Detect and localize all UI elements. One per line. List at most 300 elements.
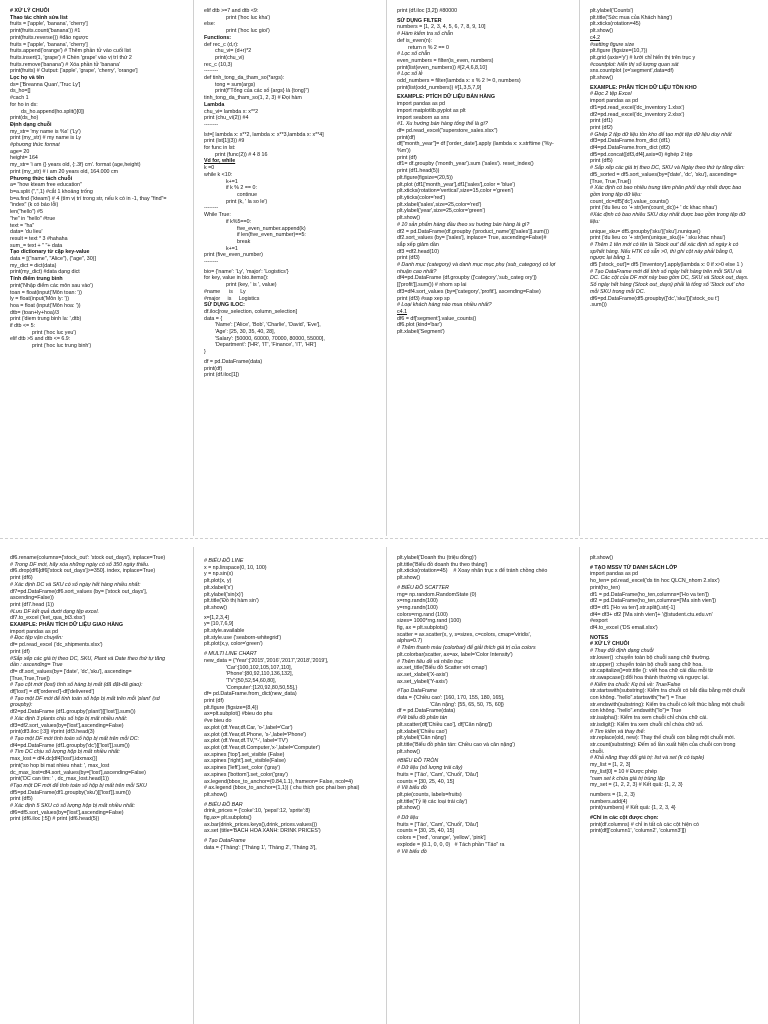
section-heading: # TẠO MSSV TỪ DANH SÁCH LỚP <box>590 564 678 571</box>
code-line: ds_ho.append(ho.split()[0]) <box>21 108 85 115</box>
comment-line: # Tạo một DF mới để tính toán số hộp bị mất trên mỗi 'plant' (sd groupby): <box>10 695 162 709</box>
code-line: ax.spines ['bottom'].set_color('gray') <box>204 771 288 778</box>
code-line: y = np.sin(x) <box>204 571 233 578</box>
code-line: data = { <box>204 315 223 322</box>
code-line: plt.title('Đồ thị hàm sin') <box>204 598 259 605</box>
code-line: df2.sort_values (by= ['sales'], inplace= True, ascending=False)# sắp xếp giảm dần <box>397 235 548 248</box>
code-line: print (df) <box>397 154 417 161</box>
code-line: tinh_tong_da_tham_so(1, 2, 3) # Đọi hàm <box>204 95 302 102</box>
comment-line: # 10 sản phẩm hàng đầu theo xu hướng bán hàng là gì? <box>397 221 530 228</box>
code-line: df6.drop(df6[df6['stock out_days']>=350]. index, inplace=True) <box>10 568 156 575</box>
code-line: data = {'Chiều cao': [160, 170, 155, 180, 165], <box>397 695 505 702</box>
code-line: import pandas as pd <box>397 101 445 108</box>
code-line: print('Nhập điểm các môn sau vào') <box>10 282 93 289</box>
comment-line: # Danh mục (category) và danh mục mục phụ (sub_category) có lợi nhuận cao nhất? <box>397 262 557 275</box>
code-line: ax.set_xlabel('X-axis') <box>397 671 449 678</box>
code-line: print('DC can tim: ' , dc_max_lost.head(1)) <box>10 776 109 783</box>
code-line: -------- <box>204 205 219 212</box>
code-line: result = text * 3 #hahaha <box>10 235 68 242</box>
code-line: print ('hoc luc trung binh') <box>32 343 92 350</box>
code-line: print (df7.head (1)) <box>10 601 54 608</box>
code-line: k+=1 <box>226 245 238 252</box>
code-line: df= pd.read_excel("superstore_sales.xlsx") <box>397 127 498 134</box>
section-heading: Tạo dictionary từ cặp key-value <box>10 249 90 256</box>
code-line: plt.xticks(rotation='vertical',size=15,color ='green') <box>397 188 514 195</box>
code-line: df4.to_excel ('DS email.xlsx') <box>590 625 658 632</box>
comment-line: # Thêm 1 tên mới có tên là 'Stock out' để xác định số ngày k có sp/hết hàng. Nếu HTK có sẵn >0, thì ghi cột này phải bằng 0, ngược lại bằng 1. <box>590 241 740 262</box>
code-line: df2=pd.read_excel('dc_inventory 2.xlsx') <box>590 111 685 118</box>
code-line: plt.yticks(color='red') <box>397 194 446 201</box>
code-line: lst=[ lambda x: x**2, lambda x: x**3,lambda x: x**4] <box>204 131 324 138</box>
comment-line: # Xác định 3 plants chịu số hộp bị mất nhiều nhất: <box>10 715 128 722</box>
code-line: plt.xlabel('Segment') <box>397 329 445 336</box>
code-line: plt.show() <box>397 215 420 222</box>
code-line: # ax.legend (bbox_to_anchor=(1,1)) ( chu thich goc phai ben phai) <box>204 785 360 792</box>
code-line: print(numbers) # Kết quả: {1, 2, 3, 4} <box>590 805 676 812</box>
code-line: print (func(2)) # 4 8 16 <box>215 151 268 158</box>
comment-line: # Dữ liệu (số lượng trái cây) <box>397 765 463 772</box>
code-line: str.isalpha(): Kiểm tra xem chuỗi chỉ chứa chữ cái. <box>590 715 708 722</box>
code-line: df5 ['stock_out']= df5 ['inventory'].apply(lambda x: 0 if x>0 else 1 ) <box>590 262 743 269</box>
comment-line: # Đọc tệp vận chuyển: <box>10 635 63 642</box>
section-heading: Lambda <box>204 101 225 108</box>
comment-line: # Tạo cột mới (lost) tính số hàng bị mất (đã đặt-đã giao): <box>10 682 143 689</box>
comment-line: # Thêm tiêu đề và nhãn trục <box>397 658 463 665</box>
code-line: import pandas as pd <box>590 98 638 105</box>
code-line: -------- <box>204 68 219 75</box>
code-line: "he" in "hello" #true <box>10 215 56 222</box>
code-line: fruits = ['apple', 'banana', 'cherry'] <box>10 21 88 28</box>
code-line: for func in lst: <box>204 145 236 152</box>
code-line: x=[1,2,3,4] <box>204 614 229 621</box>
code-line: print (df3) #sap xep sp <box>397 295 450 302</box>
comment-line: # MULTI LINE CHART <box>204 651 257 658</box>
code-line: df4=pd.DataFrame (df.groupby (['category','sub_categ ory'])[['profit']].sum()) # nhom sp lai <box>397 275 537 289</box>
code-line: str.lower() :chuyển toàn bộ chuỗi sang chữ thường. <box>590 654 711 661</box>
code-line: scatter = ax.scatter(x, y, s=sizes, c=colors, cmap='viridis', alpha=0.7) <box>397 631 533 645</box>
code-line: numbers = {1, 2, 3} <box>590 791 635 798</box>
comment-line: # BIỂU ĐỒ BAR <box>204 801 243 808</box>
column-top-2 <box>193 0 369 536</box>
column-top-4 <box>579 0 755 536</box>
code-line: plt.show() <box>397 805 420 812</box>
code-line: colors=rng.rand (100) <box>397 611 448 618</box>
code-line: #major is Logistics <box>204 295 260 302</box>
code-line: hoa = float (input('Môn hoa: ')) <box>10 302 81 309</box>
code-line: ax.set_ylabel('Y-axis') <box>397 678 448 685</box>
code-line: print (df3) <box>397 255 420 262</box>
code-line: count_dc=df5['dc'].value_counts() <box>590 198 669 205</box>
code-line: len("hello") #5 <box>10 209 43 216</box>
code-line: print ('hoc luc yeu') <box>32 329 77 336</box>
section-heading: #Chỉ in các cột được chọn: <box>590 815 659 822</box>
comment-line: # Loại khách hàng nào mua nhiều nhất? <box>397 302 492 309</box>
code-line: 'Cân nặng': [55, 65, 50, 75, 60]} <box>430 701 504 708</box>
code-line: toan = float(input('Môn toan: ')) <box>10 289 82 296</box>
code-line: df5=pd.DataFrame(df1.groupby('sku')[['lost']].sum()) <box>10 789 131 796</box>
code-line: ax.plot (df.Year,df.TV,'*-', label='TV') <box>204 738 288 745</box>
comment-line: #1. Xu hướng bán hàng tổng thể là gì? <box>397 121 488 128</box>
code-line: plt.plot(x,y, color='green') <box>204 641 263 648</box>
code-line: print(chu_vi) <box>215 54 245 61</box>
code-line: numbers.add(4) <box>590 798 628 805</box>
code-line: ly = float(input('Môn ly: ')) <box>10 296 69 303</box>
comment-line: "nam set k chứa giá trị trùng lặp <box>590 775 665 782</box>
section-heading: # XỬ LÝ CHUỖI <box>590 641 630 648</box>
code-line: data= 'du lieu' <box>10 229 43 236</box>
code-line: chu_vi= (d+r)*2 <box>215 48 252 55</box>
code-line: print ('du lieu co '+ str(len(count_dc))+ ' dc khac nhau') <box>590 205 718 212</box>
code-line: explode = (0.1, 0, 0, 0) # Tách phần "Táo" ra <box>397 841 505 848</box>
code-line: df = pd.DataFrame(data) <box>204 358 263 365</box>
code-line: df= df.sort_values(by= ['date', 'dc','sku'], ascending=[True,True,True]) <box>10 668 132 682</box>
code-line: #name is Ly <box>204 288 246 295</box>
code-line: return n % 2 == 0 <box>408 44 449 51</box>
code-line: print (my_str) # my name is Ly <box>10 135 82 142</box>
code-line: print ('du lieu co '+ str(len(unique_sku))+ ' sku khac nhau') <box>590 235 726 242</box>
code-line: print(df) <box>204 365 223 372</box>
comment-line: # Tìm kiếm và thay thế: <box>590 728 646 735</box>
code-line: plt.xlabel('Chiều cao') <box>397 728 448 735</box>
code-line: print (df1) <box>590 118 613 125</box>
section-heading: EXAMPLE: PHÂN TÍCH DỮ LIỆU TỒN KHO <box>590 84 697 91</box>
code-line: sum_= text + " "+ data <box>10 242 63 249</box>
code-line: import pandas as pd <box>10 628 58 635</box>
code-line: print (my_str) # i am 20 years old, 164.000 cm <box>10 168 119 175</box>
code-line: plt.scatter(df['Chiều cao'], df['Cân nặng']) <box>397 721 493 728</box>
comment-line: #Xác định có bao nhiêu SKU duy nhất được bao gồm trong tệp dữ liệu: <box>590 212 747 225</box>
code-line: my_list[0] = 10 # Được phép <box>590 768 657 775</box>
comment-line: #Sắp xếp các giá trị theo DC, SKU, Plant và Date theo thứ tự tăng dần : ascending= True <box>10 655 167 669</box>
code-line: print (df) <box>10 648 30 655</box>
code-line: print (df.iloc[1]) <box>204 372 240 379</box>
code-line: data = [("name", "Alice"), ("age", 30)] <box>10 256 96 263</box>
code-line: df4=pd.DataFrame.from_dict (df2) <box>590 145 670 152</box>
code-line: sizes= 1000*rng.rand (100) <box>397 618 462 625</box>
code-line: df5_sorted = df5.sort_values(by=['date', 'dc', 'sku'], ascending=[True, True,True]) <box>590 171 737 185</box>
code-line: y= [10,7,6,9] <box>204 621 234 628</box>
comment-line: # Ghép 2 tệp dữ liệu tồn kho để tạo một tệp dữ liệu duy nhất <box>590 131 732 138</box>
code-line: print (chu_vi(2)) #4 <box>204 115 249 122</box>
code-line: even_numbers = filter(is_even, numbers) <box>397 57 494 64</box>
code-line: a= "how kteam free education" <box>10 182 82 189</box>
code-line: plt.xticks(rotation=45) <box>590 21 641 28</box>
code-line: plt.ylabel('sin(x)') <box>204 591 244 598</box>
comment-line: # Thay đổi định dạng chuỗi <box>590 648 654 655</box>
section-heading: Tính điểm trung bình <box>10 276 63 283</box>
code-line: my_str= 'my name is %s' ('Ly') <box>10 128 81 135</box>
code-line: print ('hoc luc gioi') <box>226 28 270 35</box>
section-heading: Lọc họ và tên <box>10 75 45 82</box>
comment-line: # Trong DF mới, hãy xóa những ngày có số 350 ngày thiếu. <box>10 561 150 568</box>
code-line: plt.figure(figsize=(20,5)) <box>397 174 453 181</box>
row-divider <box>0 538 768 539</box>
bottom-row <box>0 547 768 1024</box>
code-line: ax.set (title='BACH HOA XANH: DRINK PRICES') <box>204 828 321 835</box>
comment-line: # Tìm DC chịu số lượng hộp bị mất nhiều nhất: <box>10 749 120 756</box>
code-line: y=rng.randn(100) <box>397 604 438 611</box>
code-line: df1= df.groupby ('month_year').sum ('sales'). reset_index() <box>397 161 534 168</box>
code-line: if k%5==0: <box>226 218 252 225</box>
code-line: str.isdigit(): Kiểm tra xem chuỗi chỉ chứa chữ số. <box>590 721 704 728</box>
code-line: print('so hop bi mat nhieu nhat: ', max_lost dc_max_lost=df4.sort_values(by=['lost'],ascending=False) <box>10 762 146 776</box>
code-line: .sum()) <box>590 302 607 309</box>
comment-line: # Vẽ biểu đồ <box>397 785 427 792</box>
code-line: def rec_c (d,r): <box>204 41 239 48</box>
code-line: for ho in ds: <box>10 101 38 108</box>
code-line: df3=pd.DataFrame.from_dict (df1) <box>590 138 670 145</box>
code-line: df3=df2.sort_values(by=['lost'],ascending=False) <box>10 722 124 729</box>
code-line: my_dict = dict(data) <box>10 262 57 269</box>
code-line: } <box>204 349 206 356</box>
comment-line: # Tạo một DF mới tính toán số hộp bị mất trên mỗi DC: <box>10 735 140 742</box>
code-line: colors = ['red', 'orange', 'yellow', 'pink'] <box>397 835 486 842</box>
code-line: print (lst[1](3)) #9 <box>204 138 245 145</box>
code-line: if len(five_even_number)==5: <box>237 232 306 239</box>
code-line: df= pd.DataFrame.from_dict(new_data) <box>204 691 297 698</box>
code-line: rng= np.random.RandomState (0) <box>397 591 477 598</box>
code-line: df3= df1 ['Ho va ten'].str.split().str[-1] <box>590 604 675 611</box>
comment-line: # Khả năng thay đổi giá trị: list và set (k có tuple) <box>590 755 705 762</box>
code-line: break <box>237 238 251 245</box>
code-line: print(df.columns) # chỉ in tất cả các cột hiện có <box>590 821 699 828</box>
code-line: str.endswith(substring): Kiểm tra chuỗi có kết thúc bằng một chuỗi con không. "hello".endswith("lo")= True <box>590 701 747 715</box>
code-line: my_str= 'i am {} years old, {:.3f} cm'. format (age,height) <box>10 162 141 169</box>
code-line: else: <box>204 21 216 28</box>
column-top-1 <box>0 0 176 536</box>
code-line: df6=pd.DataFrame(df5.groupby(['dc','sku'])['stock_ou t'] <box>590 295 719 302</box>
comment-line: #Tạo DataFrame <box>397 688 438 695</box>
code-line: k =0 <box>204 165 215 172</box>
code-line: print(f"Tổng của các số {args} là {tong}") <box>215 88 310 95</box>
comment-line: #Lưu DF kết quả dưới dạng tệp excel. <box>10 608 100 615</box>
comment-line: #Vẽ biểu đồ phân tán <box>397 715 448 722</box>
code-line: bio= {'name': 'Ly', 'major': 'Logistics'} <box>204 268 289 275</box>
code-line: #cach 1 <box>10 95 29 102</box>
code-line: print (df) <box>204 698 224 705</box>
column-top-3 <box>386 0 562 536</box>
code-line: print (df1.head(5)) <box>397 168 440 175</box>
comment-line: # Lọc số chẵn <box>397 51 430 58</box>
code-line: df4=pd.DataFrame (df1.groupby('dc')[['lost']].sum()) <box>10 742 130 749</box>
code-line: While True: <box>204 212 231 219</box>
section-heading: SỬ DỤNG ILOC: <box>204 302 245 309</box>
code-line: new_data = {'Year':['2015','2016','2017','2018','2019'], <box>204 657 329 664</box>
code-line: k+=1 <box>226 178 238 185</box>
code-line: print(fruits.reverse()) #đảo ngược <box>10 34 89 41</box>
comment-line: # Tạo DataFrame <box>204 838 246 845</box>
code-line: print (df2) <box>590 124 613 131</box>
comment-line: # Kiểm tra chuỗi: Kq trả về: True/False <box>590 681 681 688</box>
code-line: plt.ylabel('Counts') <box>590 8 634 14</box>
code-line: c4.2 <box>590 34 601 41</box>
code-line: df6.plot (kind='bar') <box>397 322 442 329</box>
code-line: ho_ten= pd.read_excel('ds tin hoc QLCN_nhom 2.xlsx') <box>590 578 720 585</box>
code-line: print(fruits) # Output: ['apple', 'grape', 'cherry', 'orange'] <box>10 68 138 75</box>
section-heading: # XỬ LÝ CHUỖI <box>10 8 50 14</box>
code-line: print (df.iloc [3,2]) #80000 <box>397 8 458 14</box>
code-line: 'Age': [25, 30, 35, 40, 28], <box>215 329 276 336</box>
section-heading: Vd for, while <box>204 158 236 165</box>
code-line: def is_even(n): <box>397 37 433 44</box>
code-line: plt.grid (axis='y') # lưới chỉ hiển thị trên trục y <box>590 54 696 61</box>
code-line: df6=df5.sort_values(by=['lost'],ascending=False) <box>10 809 124 816</box>
code-line: str.replace(old, new): Thay thế chuỗi con bằng một chuỗi mới. <box>590 735 735 742</box>
code-line: df.iloc[row_selection, column_selection] <box>204 308 298 315</box>
code-line: plt.style.available <box>204 628 245 635</box>
code-line: str.count(substring): Đếm số lần xuất hiện của chuỗi con trong chuỗi. <box>590 741 737 755</box>
code-line: plt.xlabel('x') <box>204 584 234 591</box>
code-line: ax.set_title('Biểu đồ Scatter với cmap') <box>397 665 488 672</box>
code-line: fig,ax= plt.subplots() <box>204 815 252 822</box>
comment-line: # Hàm kiểm tra số chẵn <box>397 31 453 38</box>
code-line: -------- <box>204 121 219 128</box>
code-line: df= pd.read_excel ('dc_shipments.xlsx') <box>10 642 103 649</box>
code-line: ds_ho=[] <box>10 88 31 95</box>
code-line: while k <10: <box>204 171 233 178</box>
comment-line: # BIỂU ĐỒ LINE <box>204 558 244 564</box>
column-bottom-4 <box>579 547 755 1024</box>
code-line: fruits.append('orange') # Thêm phần tử vào cuối list <box>10 48 131 55</box>
code-line: for key, value in bio.items(): <box>204 275 269 282</box>
code-line: sns.countplot (x='segment',data=df) <box>590 68 674 75</box>
code-line: print(df[['column1', 'column2', 'column3']]) <box>590 828 687 835</box>
code-line: odd_numbers = filter(lambda x: x % 2 != 0, numbers) <box>397 78 521 85</box>
code-line: ax.plot (df.Year,df.Computer,'x-',label='Computer') <box>204 744 321 751</box>
comment-line: # Tạo DataFrame mới để tính số ngày hết hàng trên mỗi SKU và DC. Các cột của DF mới này bao gồm DC, SKU và Stock out_days. Số ngày hết hàng (Stock out_days) phải là tổng số 'Stock out' cho mỗi SKU trong mỗi DC. <box>590 268 751 295</box>
code-line: b=a.split (",",1) #cắt 1 khoảng trống <box>10 188 93 195</box>
code-line: plt.xticks(rotation=45) # Xoay nhãn trục x để tránh chồng chéo <box>397 568 548 575</box>
code-line: str.swapcase():đổi hoa thành thường và ngược lại. <box>590 674 709 681</box>
code-line: plt.title('Sức mua của Khách hàng') <box>590 14 673 21</box>
comment-line: # BIỂU ĐỒ SCATTER <box>397 584 449 591</box>
code-line: #ve bieu do <box>204 718 232 725</box>
code-line: drink_prices = {'coke':10, 'pepsi':12, 'sprite':8} <box>204 808 311 815</box>
comment-line: # Dữ liệu <box>397 815 419 822</box>
code-line: plt.show() <box>204 604 227 611</box>
code-line: df7=pd.DataFrame(df6.sort_values (by= ['stock out_days'], ascending=False)) <box>10 588 149 602</box>
code-line: my_list = [1, 2, 3] <box>590 762 631 769</box>
code-line: print(df) <box>397 134 416 141</box>
code-line: df4= df3+ df2 ['Ma sinh vien']+ '@student.ctu.edu.vn' <box>590 611 713 618</box>
code-line: ax.plot (df.Year,df.Phone, 's-',label='Phone') <box>204 731 307 738</box>
code-line: print (df6.iloc [:5]) # print (df6.head(5)) <box>10 816 100 823</box>
comment-line: #setting figure size <box>590 41 635 48</box>
code-line: plt.plot (df1['month_year'],df1['sales'],color = 'blue') <box>397 181 516 188</box>
code-line: print (df5) <box>10 796 33 803</box>
code-line: ax.bar(drink_prices.keys(),drink_prices.values()) <box>204 821 318 828</box>
code-line: plt.ylabel('year',size=25,color='green') <box>397 208 486 215</box>
code-line: plt.figure (figsize=(10,7)) <box>590 48 648 55</box>
code-line: 'TV':[50,52,54,60,80], <box>226 677 277 684</box>
code-line: print (df5) <box>590 158 613 165</box>
section-heading: Thao tác chỉnh sửa list <box>10 14 68 21</box>
code-line: ax=plt.subplot() #bieu do phu <box>204 711 273 718</box>
column-bottom-2 <box>193 547 369 1024</box>
comment-line: #phương thức format <box>10 142 60 149</box>
code-line: numbers = [1, 2, 3, 4, 5, 6, 7, 8, 9, 10] <box>397 24 486 31</box>
code-line: plt.show() <box>590 75 613 82</box>
code-line: 'Salary': [50000, 60000, 70000, 80000, 55000], <box>215 335 325 342</box>
section-heading: Phương thức tách chuỗi <box>10 175 73 182</box>
code-line: x=rng.randn(100) <box>397 598 438 605</box>
code-line: fruits = ['Táo', 'Cam', 'Chuối', 'Dâu'] <box>397 771 479 778</box>
code-line: b=a.find ('kteam') # 4 (tìm vị trí trong str, nếu k có in -1, thay "find"= "index" (k có báo lỗi) <box>10 195 169 209</box>
code-line: print(my_dict) #data dạng dict <box>10 269 80 276</box>
code-line: #export <box>590 618 608 625</box>
comment-line: # Vẽ biểu đồ <box>397 848 427 855</box>
code-line: str.capitalize()=str.title (): viết hoa chữ cái đầu mỗi từ <box>590 668 714 675</box>
code-line: 'Computer':[120,92,80,50,55],} <box>226 684 298 691</box>
section-heading: NOTES <box>590 634 609 641</box>
code-line: df1 = pd.DataFrame(ho_ten,columns=['Ho va ten']) <box>590 591 709 598</box>
code-line: plt.ylabel('Doanh thu (triệu đồng)') <box>397 555 477 561</box>
comment-line: #BIỂU ĐỒ TRÒN <box>397 758 439 765</box>
code-line: ax.spines ['right'].set_visible(False) <box>204 758 286 765</box>
code-line: height= 164 <box>10 155 38 162</box>
code-line: plt.show() <box>397 748 420 755</box>
code-line: if dtb <= 5: <box>10 323 36 330</box>
code-line: plt.ylabel('Cân nặng') <box>397 735 447 742</box>
comment-line: # Đọc 2 tệp Excel <box>590 91 632 98</box>
code-line: print (five_even_number) <box>204 252 263 259</box>
code-line: ax.legend(bbox_to_anchor=(0.84,1.1), frameon= False, ncol=4) <box>204 778 353 785</box>
column-bottom-3 <box>386 547 562 1024</box>
code-line: ax.plot (df.Year,df.Car, 'o-',label='Car') <box>204 724 293 731</box>
code-line: print(ds_ho) <box>10 115 39 122</box>
code-line: counts = [30, 25, 40, 15] <box>397 778 454 785</box>
code-line: def tinh_tong_da_tham_so(*args): <box>204 75 285 82</box>
code-line: import seaborn as sns <box>397 114 450 121</box>
code-line: plt.show() <box>590 28 613 35</box>
code-line: print (k, ' la so le') <box>226 198 268 205</box>
code-line: import matplotlib.pyplot as plt <box>397 107 466 114</box>
section-heading: SỬ DỤNG FILTER <box>397 17 442 24</box>
code-line: print (df6) <box>10 575 33 582</box>
code-line: my_set = {1, 2, 2, 3} # Kết quả: {1, 2, 3} <box>590 782 683 789</box>
code-line: tong = sum(args) <box>215 81 256 88</box>
code-line: print(list(odd_numbers)) #[1,3,5,7,9] <box>397 84 482 91</box>
code-line: print ('diem trung binh la: ',dtb) <box>10 316 82 323</box>
code-line: x = np.linspace(0, 10, 100) <box>204 564 267 571</box>
code-line: data = {'Tháng': ['Tháng 1', 'Tháng 2', 'Tháng 3'], <box>204 844 317 851</box>
code-line: -------- <box>204 259 219 266</box>
comment-line: # Sắp xếp các giá trị theo DC, SKU và Ngày theo thứ tự tăng dần: <box>590 165 745 172</box>
section-heading: EXAMPLE: PTÍCH DỮ LIỆU BÁN HÀNG <box>397 94 495 101</box>
code-line: df2 = pd.DataFrame(df.groupby ('product_name')[['sales']].sum()) <box>397 228 549 235</box>
code-line: plt.show() <box>590 555 613 561</box>
code-line: df3=df4.sort_values (by=['category','profit'], ascending=False) <box>397 288 541 295</box>
code-line: df2=pd.DataFrame (df1.groupby('plant')[['lost']].sum()) <box>10 709 136 716</box>
code-line: plt.figure (figsize=(8,4)) <box>204 704 259 711</box>
comment-line: # Thêm thanh màu (colorbar) để giải thích giá trị của colors <box>397 645 536 652</box>
code-line: plt.plot(x, y) <box>204 578 232 585</box>
comment-line: #Tạo một DF mới để tính toán số hộp bị mất trên mỗi SKU <box>10 782 147 789</box>
code-line: c4.1 <box>397 308 408 315</box>
code-line: elif dtb >5 and dtb <= 6.9: <box>10 336 71 343</box>
code-line: rec_c (10,3) <box>204 61 233 68</box>
code-line: chu_vi= lambda x: x**2 <box>204 108 259 115</box>
code-line: plt.style.use ('seaborn-whitegrid') <box>204 634 282 641</box>
section-heading: Định dạng chuỗi <box>10 121 52 128</box>
code-line: unique_sku= df5.groupby('sku')['sku'].nunique() <box>590 228 701 235</box>
code-line: import pandas as pd <box>590 571 638 578</box>
code-line: fruits = ['apple', 'banana', 'cherry'] <box>10 41 88 48</box>
code-line: df2 = pd.DataFrame(ho_ten,columns=['Ma sinh vien']) <box>590 598 716 605</box>
code-line: print (key, ' is ', value) <box>226 282 277 289</box>
code-line: plt.show() <box>204 791 227 798</box>
code-line: print(list(even_numbers)) #[2,4,6,8,10] <box>397 64 487 71</box>
